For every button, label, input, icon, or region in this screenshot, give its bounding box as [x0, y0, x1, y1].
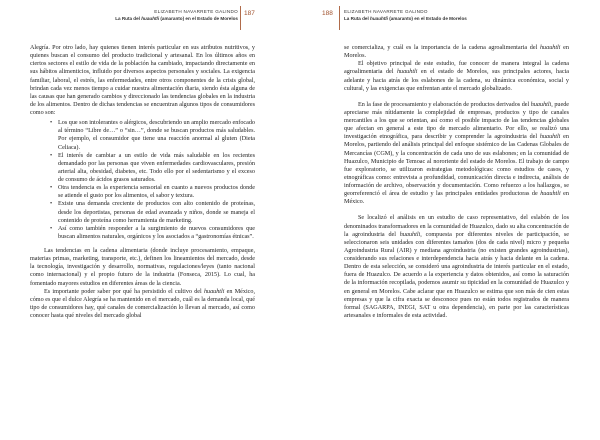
right-header-book-title: La Ruta del huauhtli (amaranto) en el Estado de Morelos: [344, 15, 467, 21]
right-paragraph-0: se comercializa, y cuál es la importancia de la cadena agroalimentaria del huauhtli en Morelos.: [344, 45, 569, 60]
left-paragraph-3: Es importante poder saber por qué ha persistido el cultivo del huauhtli en México, cómo es que el dulce Alegría se ha mantenido en el mercado, cuál es la demanda local, qué tipo de consumidores hay, qué canales de comercialización lo llevan al mercado, así como conocer hasta qué niveles del mercado global: [30, 288, 255, 319]
right-running-header: [344, 9, 467, 22]
consumer-types-list: [30, 119, 255, 241]
right-paragraph-2: En la fase de procesamiento y elaboración de productos derivados del huauhtli, puede apreciarse más nítidamente la complejidad de empresas, productos y tipo de canales mercantiles a los que se orientan, así como el posible impacto de las tendencias globales que afectan en general a este tipo de mercado alimentario. Por ello, se realizó una investigación etnográfica, para describir y comprender la agroindustria del huauhtli en Morelos, partiendo del análisis principal del enfoque sistémico de las Cadenas Globales de Mercancías (CGM), y la concentración de cada uno de sus eslabones; en la comunidad de Huazulco, Municipio de Temoac al nororiente del estado de Morelos. El trabajo de campo fue exploratorio, se utilizaron estrategias metodológicas: como estudios de casos, y etnográficas como: entrevista a profundidad, comunicación directa e indirecta, análisis de información de archivo, observación y documentación. Como refuerzo a los hallazgos, se georreferenció el área de estudio y las principales entidades productoras de huauhtli en México.: [344, 101, 570, 206]
left-running-header: [115, 9, 238, 22]
list-item: • Los que son intolerantes o alérgicos, descubriendo un amplio mercado enfocado al término “Libre de…” o “sin…”, donde se buscan productos más saludables. Por ejemplo, el consumidor que tiene una reacción anormal al gluten (Dieta Celiaca).: [58, 119, 255, 152]
right-header-author: ELIZABETH NAVARRETE GALINDO: [344, 9, 428, 14]
list-item: • El interés de cambiar a un estilo de vida más saludable en los recientes demandado por las personas que viven enfermedades cardiovasculares, presión arterial alta, obesidad, diabetes, etc. Todo ello por el sedentarismo y el exceso de consumo de ácidos grasos saturados.: [58, 152, 255, 185]
list-item: • Otra tendencia es la experiencia sensorial en cuanto a nuevos productos donde se atiende el gusto por los alimentos, el sabor y textura.: [58, 184, 255, 200]
left-header-author: ELIZABETH NAVARRETE GALINDO: [154, 9, 238, 14]
right-page-number: 188: [322, 10, 333, 17]
left-page-number: 187: [244, 10, 255, 17]
left-paragraph-1: Alegría. Por otro lado, hay quienes tienen interés particular en sus atributos nutritivos, y quienes buscan el consumo del producto tradicional y artesanal. En los últimos años en ciertos sectores el estilo de vida de la población ha cambiado, impactando directamente en sus hábitos alimenticios, influido por diversos aspectos personales y sociales. La exigencia familiar, laboral, el estrés, las enfermedades, entre otros componentes de la crisis global, brindan cada vez menos tiempo a cuidar nuestra alimentación diaria, siendo ésta alguna de las causas que han generado cambios y direccionado las tendencias globales en la industria de los alimentos. Dentro de dichas tendencias se encuentran algunos tipos de consumidores como son:: [30, 45, 255, 116]
right-paragraph-3: Se localizó el análisis en un estudio de caso representativo, del eslabón de los denominados transformadores en la comunidad de Huazulco, dado su alta concentración de la agroindustria del huauhtli, compuesta por diferentes niveles de participación, se seleccionaron seis unidades con diferentes tamaños (dos de cada nivel) micro y pequeña Agroindustria Rural (AIR) y mediana agroindustria (no existen grandes agroindustrias), considerando sus relaciones e interdependencia hacia atrás y hacia delante en la cadena. Dentro de esta selección, se consideró una agroindustria de interés particular en el estado, fuera de Huazulco. De acuerdo a la experiencia y datos obtenidos, así como la saturación de la información recopilada, podemos asumir su tipicidad en la comunidad de Huazulco y en general en Morelos. Cabe aclarar que en Huazulco se estima que son más de cien estas empresas y que la cifra exacta se desconoce pues no están todos registrados de manera formal (SAGARPA, INEGI, SAT u otra dependencia), en parte por las características artesanales e informales de esta actividad.: [344, 215, 569, 319]
right-page: [300, 0, 600, 440]
list-item: • Existe una demanda creciente de productos con alto contenido de proteínas, desde los deportistas, personas de edad avanzada y niños, donde se maneja el contenido de proteína como herramienta de marketing.: [58, 200, 255, 224]
left-body-text: [30, 44, 255, 320]
left-header-book-title: La Ruta del huauhtli (amaranto) en el Estado de Morelos: [115, 15, 238, 21]
right-paragraph-1: El objetivo principal de este estudio, fue conocer de manera integral la cadena agroalimentaria del huauhtli en el estado de Morelos, sus principales actores, hacia adelante y hacia atrás de los eslabones de la cadena, su dinámica económica, social y cultural, y las exigencias que enfrentan ante el mercado globalizado.: [344, 61, 569, 92]
left-paragraph-2: Las tendencias en la cadena alimentaria (donde incluye procesamiento, empaque, materias primas, marketing, transporte, etc.), definen los lineamientos del mercado, desde la tecnología, investigación y desarrollo, normativas, regulaciones/leyes (tanto nacional como internacional) y el propio futuro de la industria (Fonseca, 2015). Lo cual, ha fomentado mayores estudios en diferentes áreas de la ciencia.: [30, 248, 255, 287]
right-header-divider: [339, 6, 340, 30]
left-header-divider: [240, 6, 241, 30]
list-item: • Así como también responder a la surgimiento de nuevos consumidores que buscan alimentos naturales, orgánicos y los asociados a “gastronomías étnicas”.: [58, 225, 255, 241]
right-body-text: [344, 44, 569, 320]
